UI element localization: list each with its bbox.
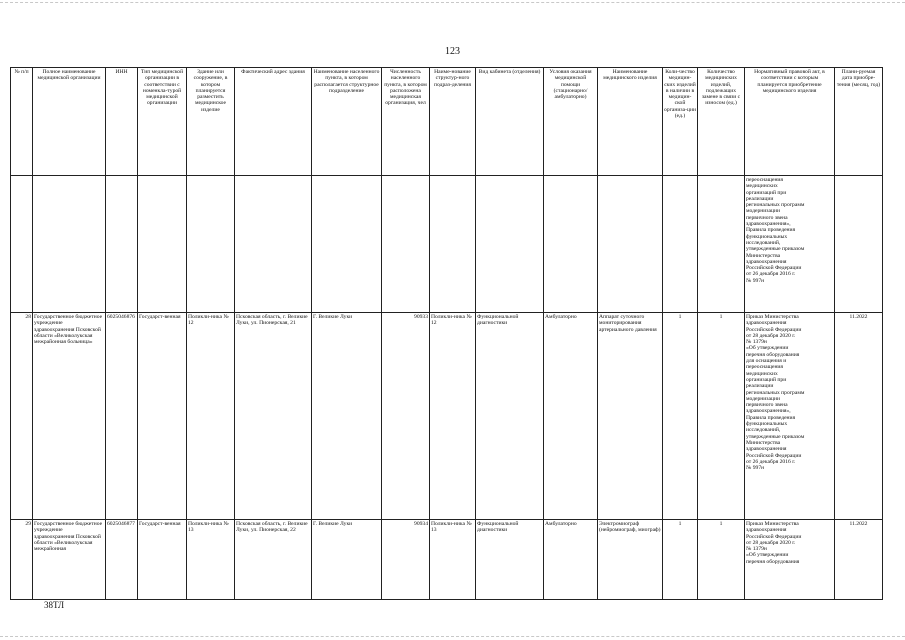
- unit: Поликли-ника № 13: [430, 520, 476, 600]
- table-row: [11, 520, 883, 600]
- table-cell: [235, 176, 312, 313]
- qty-replace: 1: [698, 313, 745, 520]
- table-cell: [663, 176, 698, 313]
- device-name: Аппарат суточного мониторирования артериального давления: [598, 313, 663, 520]
- table-header-row: [11, 68, 883, 176]
- table-cell: [106, 176, 138, 313]
- org-name: Государственное бюджетное учреждение здравоохранения Псковской области «Великолукская межрайонная больница»: [33, 313, 106, 520]
- address: Псковская область, г. Великие Луки, ул. Пионерская, 21: [235, 313, 312, 520]
- col-header-date: Плани-руемая дата приобре-тения (месяц, год): [835, 68, 883, 176]
- qty-replace: 1: [698, 520, 745, 600]
- care-conditions: Амбулаторно: [544, 520, 598, 600]
- care-conditions: Амбулаторно: [544, 313, 598, 520]
- col-header-unit: Наиме-нование структур-ного подраз-деления: [430, 68, 476, 176]
- purchase-date: 11.2022: [835, 313, 883, 520]
- table-cell: [598, 176, 663, 313]
- legal-act: Приказ Министерства здравоохранения Российской Федерации от 28 декабря 2020 г. № 1379н «Об утверждении перечня оборудования: [745, 520, 835, 600]
- table-cell: [138, 176, 187, 313]
- unit: Поликли-ника № 12: [430, 313, 476, 520]
- settlement: Г. Великие Луки: [312, 313, 382, 520]
- table-cell: [430, 176, 476, 313]
- table-row-continuation: [11, 176, 883, 313]
- population: 90933: [382, 313, 430, 520]
- device-name: Электромиограф (нейромиограф, миограф): [598, 520, 663, 600]
- col-header-address: Фактический адрес здания: [235, 68, 312, 176]
- building: Поликли-ника № 13: [187, 520, 235, 600]
- table-cell: [187, 176, 235, 313]
- col-header-type: Тип медицинской организации в соответствии с номенкла-турой медицинской организации: [138, 68, 187, 176]
- qty-have: 1: [663, 313, 698, 520]
- cabinet-type: Функциональной диагностики: [476, 520, 544, 600]
- col-header-population: Численность населенного пункта, в котором расположена медицинская организация, чел: [382, 68, 430, 176]
- table-cell: [382, 176, 430, 313]
- settlement: Г. Великие Луки: [312, 520, 382, 600]
- col-header-building: Здание или сооружение, в котором планируется разместить медицинское изделие: [187, 68, 235, 176]
- col-header-num: № п/п: [11, 68, 33, 176]
- scan-edge-bottom: [0, 636, 905, 637]
- qty-have: 1: [663, 520, 698, 600]
- footer-code: 38ТЛ: [44, 600, 65, 610]
- inn: 6025046876: [106, 313, 138, 520]
- table-cell: [11, 176, 33, 313]
- col-header-org: Полное наименование медицинской организации: [33, 68, 106, 176]
- building: Поликли-ника № 12: [187, 313, 235, 520]
- col-header-settlement: Наименование населенного пункта, в котором располагается структурное подразделение: [312, 68, 382, 176]
- scan-edge-top: [0, 2, 905, 3]
- col-header-qty-have: Коли-чество медицин-ских изделий в наличии в медицин-ской организа-ции (ед.): [663, 68, 698, 176]
- org-name: Государственное бюджетное учреждение здравоохранения Псковской области «Великолукская межрайонная: [33, 520, 106, 600]
- row-number: 28: [11, 313, 33, 520]
- continued-act-text: переоснащения медицинских организаций при реализации региональных программ модернизации первичного звена здравоохранения», Правила проведения функциональных исследований, утвержденные приказом Министерства здравоохранения Российской Федерации от 26 декабря 2016 г. № 997н: [745, 176, 835, 313]
- table-cell: [835, 176, 883, 313]
- medical-devices-table: [10, 67, 883, 600]
- legal-act: Приказ Министерства здравоохранения Российской Федерации от 28 декабря 2020 г. № 1379н «Об утверждении перечня оборудования для оснащения и переоснащения медицинских организаций при реализации региональных программ модернизации первичного звена здравоохранения», Правила проведения функциональных исследований, утвержденные приказом Министерства здравоохранения Российской Федерации от 26 декабря 2016 г. № 997н: [745, 313, 835, 520]
- col-header-cabinet: Вид кабинета (отделения): [476, 68, 544, 176]
- table-cell: [33, 176, 106, 313]
- org-type: Государст-венная: [138, 520, 187, 600]
- cabinet-type: Функциональной диагностики: [476, 313, 544, 520]
- org-type: Государст-венная: [138, 313, 187, 520]
- page-number: 123: [445, 46, 460, 57]
- table-cell: [698, 176, 745, 313]
- purchase-date: 11.2022: [835, 520, 883, 600]
- table-row: [11, 313, 883, 520]
- col-header-conditions: Условия оказания медицинской помощи (стационарно/ амбулаторно): [544, 68, 598, 176]
- row-number: 29: [11, 520, 33, 600]
- population: 90934: [382, 520, 430, 600]
- table-cell: [544, 176, 598, 313]
- table-cell: [476, 176, 544, 313]
- col-header-device: Наименование медицинского изделия: [598, 68, 663, 176]
- col-header-inn: ИНН: [106, 68, 138, 176]
- inn: 6025046877: [106, 520, 138, 600]
- table-cell: [312, 176, 382, 313]
- col-header-act: Нормативный правовой акт, в соответствии с которым планируется приобретение медицинского изделия: [745, 68, 835, 176]
- address: Псковская область, г. Великие Луки, ул. Пионерская, 22: [235, 520, 312, 600]
- col-header-qty-replace: Количество медицинских изделий, подлежащих замене в связи с износом (ед.): [698, 68, 745, 176]
